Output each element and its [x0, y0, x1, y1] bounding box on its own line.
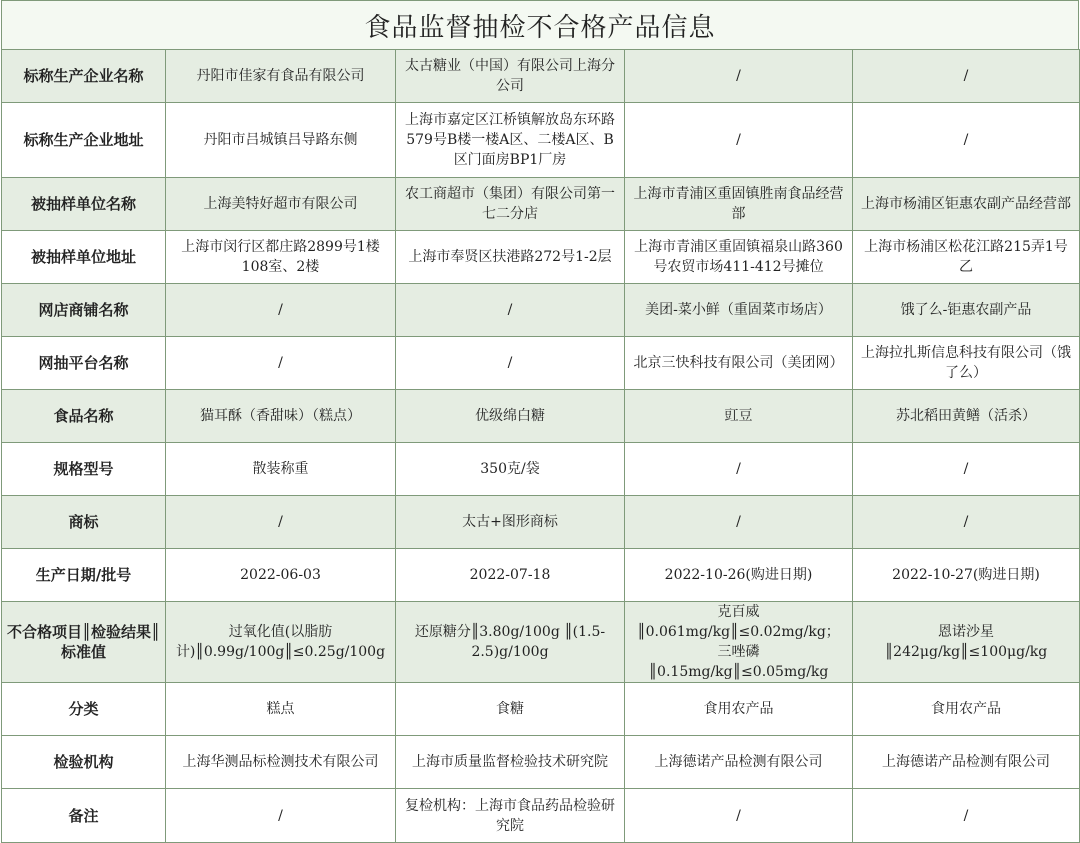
- inspection-sheet: [1, 0, 1079, 843]
- table-cell: 复检机构：上海市食品药品检验研究院: [396, 789, 625, 843]
- table-cell: /: [853, 496, 1080, 549]
- page-title: 食品监督抽检不合格产品信息: [1, 0, 1079, 49]
- table-cell: 食用农产品: [625, 683, 853, 736]
- table-cell: /: [625, 789, 853, 843]
- row-label: 不合格项目║检验结果║标准值: [2, 602, 166, 683]
- table-cell: /: [625, 50, 853, 103]
- table-cell: 上海市青浦区重固镇福泉山路360号农贸市场411-412号摊位: [625, 231, 853, 284]
- table-cell: 350克/袋: [396, 443, 625, 496]
- table-cell: 克百威║0.061mg/kg║≤0.02mg/kg；三唑磷║0.15mg/kg║≤0.05mg/kg: [625, 602, 853, 683]
- table-cell: /: [625, 103, 853, 178]
- row-label: 分类: [2, 683, 166, 736]
- table-cell: 上海市青浦区重固镇胜南食品经营部: [625, 178, 853, 231]
- row-online-platform-name: [2, 337, 1080, 390]
- row-label: 网抽平台名称: [2, 337, 166, 390]
- inspection-table: [1, 49, 1080, 843]
- row-label: 规格型号: [2, 443, 166, 496]
- row-sampled-unit-name: [2, 178, 1080, 231]
- row-label: 被抽样单位地址: [2, 231, 166, 284]
- row-label: 网店商铺名称: [2, 284, 166, 337]
- table-cell: 食糖: [396, 683, 625, 736]
- table-cell: 优级绵白糖: [396, 390, 625, 443]
- row-label: 标称生产企业地址: [2, 103, 166, 178]
- row-specification: [2, 443, 1080, 496]
- row-manufacturer-address: [2, 103, 1080, 178]
- table-cell: 上海市闵行区都庄路2899号1楼108室、2楼: [166, 231, 396, 284]
- table-cell: 美团-菜小鲜（重固菜市场店）: [625, 284, 853, 337]
- table-cell: 上海市杨浦区松花江路215弄1号乙: [853, 231, 1080, 284]
- table-cell: /: [625, 496, 853, 549]
- row-online-shop-name: [2, 284, 1080, 337]
- table-cell: 豇豆: [625, 390, 853, 443]
- row-label: 生产日期/批号: [2, 549, 166, 602]
- row-food-name: [2, 390, 1080, 443]
- row-sampled-unit-address: [2, 231, 1080, 284]
- table-cell: 还原糖分║3.80g/100g ║(1.5-2.5)g/100g: [396, 602, 625, 683]
- table-cell: 散装称重: [166, 443, 396, 496]
- table-cell: 过氧化值(以脂肪计)║0.99g/100g║≤0.25g/100g: [166, 602, 396, 683]
- row-label: 食品名称: [2, 390, 166, 443]
- row-label: 被抽样单位名称: [2, 178, 166, 231]
- table-cell: 丹阳市吕城镇吕导路东侧: [166, 103, 396, 178]
- table-cell: /: [166, 789, 396, 843]
- table-cell: 农工商超市（集团）有限公司第一七二分店: [396, 178, 625, 231]
- table-cell: 太古+图形商标: [396, 496, 625, 549]
- table-cell: 上海华测品标检测技术有限公司: [166, 736, 396, 789]
- table-cell: 2022-10-27(购进日期): [853, 549, 1080, 602]
- row-trademark: [2, 496, 1080, 549]
- table-cell: /: [625, 443, 853, 496]
- table-cell: 2022-06-03: [166, 549, 396, 602]
- table-cell: /: [853, 443, 1080, 496]
- row-testing-agency: [2, 736, 1080, 789]
- table-cell: 丹阳市佳家有食品有限公司: [166, 50, 396, 103]
- table-cell: 北京三快科技有限公司（美团网）: [625, 337, 853, 390]
- table-cell: 食用农产品: [853, 683, 1080, 736]
- row-manufacturer-name: [2, 50, 1080, 103]
- table-cell: /: [166, 337, 396, 390]
- table-cell: 上海市质量监督检验技术研究院: [396, 736, 625, 789]
- table-cell: 饿了么-钜惠农副产品: [853, 284, 1080, 337]
- table-cell: 上海德诺产品检测有限公司: [625, 736, 853, 789]
- row-label: 标称生产企业名称: [2, 50, 166, 103]
- table-cell: /: [853, 50, 1080, 103]
- row-label: 备注: [2, 789, 166, 843]
- table-cell: 猫耳酥（香甜味）（糕点）: [166, 390, 396, 443]
- table-cell: 上海市嘉定区江桥镇解放岛东环路579号B楼一楼A区、二楼A区、B区门面房BP1厂房: [396, 103, 625, 178]
- table-cell: 糕点: [166, 683, 396, 736]
- table-cell: /: [396, 337, 625, 390]
- row-failed-items: [2, 602, 1080, 683]
- row-remarks: [2, 789, 1080, 843]
- table-cell: /: [166, 284, 396, 337]
- table-cell: 上海德诺产品检测有限公司: [853, 736, 1080, 789]
- table-cell: 上海市杨浦区钜惠农副产品经营部: [853, 178, 1080, 231]
- table-cell: 上海市奉贤区扶港路272号1-2层: [396, 231, 625, 284]
- table-cell: 太古糖业（中国）有限公司上海分公司: [396, 50, 625, 103]
- table-cell: 2022-07-18: [396, 549, 625, 602]
- table-cell: /: [853, 103, 1080, 178]
- row-label: 检验机构: [2, 736, 166, 789]
- table-cell: 上海美特好超市有限公司: [166, 178, 396, 231]
- table-cell: /: [166, 496, 396, 549]
- row-category: [2, 683, 1080, 736]
- row-production-date: [2, 549, 1080, 602]
- row-label: 商标: [2, 496, 166, 549]
- table-cell: /: [853, 789, 1080, 843]
- table-cell: /: [396, 284, 625, 337]
- table-cell: 恩诺沙星║242μg/kg║≤100μg/kg: [853, 602, 1080, 683]
- table-cell: 2022-10-26(购进日期): [625, 549, 853, 602]
- table-cell: 上海拉扎斯信息科技有限公司（饿了么）: [853, 337, 1080, 390]
- table-cell: 苏北稻田黄鳝（活杀）: [853, 390, 1080, 443]
